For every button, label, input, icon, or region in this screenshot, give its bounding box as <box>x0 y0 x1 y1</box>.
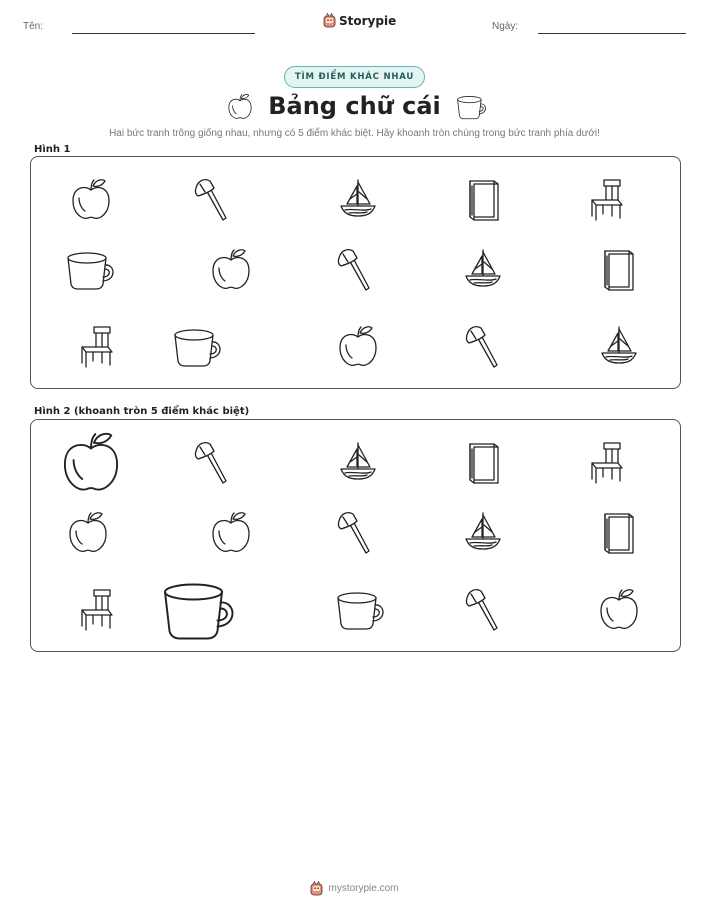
chair-icon[interactable] <box>592 180 622 220</box>
storypie-mascot-icon <box>323 13 336 28</box>
axe-icon[interactable] <box>195 443 226 483</box>
footer-url[interactable]: mystorypie.com <box>328 883 399 894</box>
picture-2-label: Hình 2 (khoanh tròn 5 điểm khác biệt) <box>34 406 250 417</box>
apple-icon[interactable] <box>73 180 109 218</box>
axe-icon[interactable] <box>466 590 497 630</box>
name-label: Tên: <box>23 21 44 32</box>
picture-1-label: Hình 1 <box>34 144 71 155</box>
date-field[interactable] <box>538 33 686 34</box>
sailboat-icon[interactable] <box>466 513 500 549</box>
apple-icon[interactable] <box>340 327 376 365</box>
cup-icon[interactable] <box>165 585 233 639</box>
date-label: Ngày: <box>492 21 519 32</box>
axe-icon[interactable] <box>338 250 369 290</box>
name-field[interactable] <box>72 33 255 34</box>
apple-icon[interactable] <box>601 590 637 628</box>
instructions: Hai bức tranh trông giống nhau, nhưng có 5 điểm khác biệt. Hãy khoanh tròn chúng trong bức tranh phía dưới! <box>109 128 600 139</box>
sailboat-icon[interactable] <box>466 250 500 286</box>
chair-icon[interactable] <box>82 327 112 367</box>
axe-icon[interactable] <box>195 180 226 220</box>
sailboat-icon[interactable] <box>602 327 636 363</box>
picture-1-grid <box>31 157 682 390</box>
sailboat-icon[interactable] <box>341 180 375 216</box>
picture-2-grid <box>31 420 682 653</box>
brand-logo <box>323 13 396 28</box>
apple-icon[interactable] <box>213 250 249 288</box>
activity-badge: TÌM ĐIỂM KHÁC NHAU <box>284 66 425 88</box>
page-title: Bảng chữ cái <box>268 92 441 120</box>
book-icon[interactable] <box>470 444 498 483</box>
book-icon[interactable] <box>605 514 633 553</box>
axe-icon[interactable] <box>338 513 369 553</box>
apple-icon[interactable] <box>213 513 249 551</box>
sailboat-icon[interactable] <box>341 443 375 479</box>
brand-name: Storypie <box>339 13 397 28</box>
footer <box>0 881 709 896</box>
storypie-mascot-icon <box>310 881 323 896</box>
title-cup-icon <box>454 93 486 121</box>
axe-icon[interactable] <box>466 327 497 367</box>
cup-icon[interactable] <box>175 330 220 366</box>
cup-icon[interactable] <box>68 253 113 289</box>
book-icon[interactable] <box>605 251 633 290</box>
apple-icon[interactable] <box>65 434 117 490</box>
chair-icon[interactable] <box>592 443 622 483</box>
picture-2-panel <box>30 419 681 652</box>
picture-1-panel <box>30 156 681 389</box>
apple-icon[interactable] <box>70 513 106 551</box>
cup-icon[interactable] <box>338 593 383 629</box>
book-icon[interactable] <box>470 181 498 220</box>
chair-icon[interactable] <box>82 590 112 630</box>
